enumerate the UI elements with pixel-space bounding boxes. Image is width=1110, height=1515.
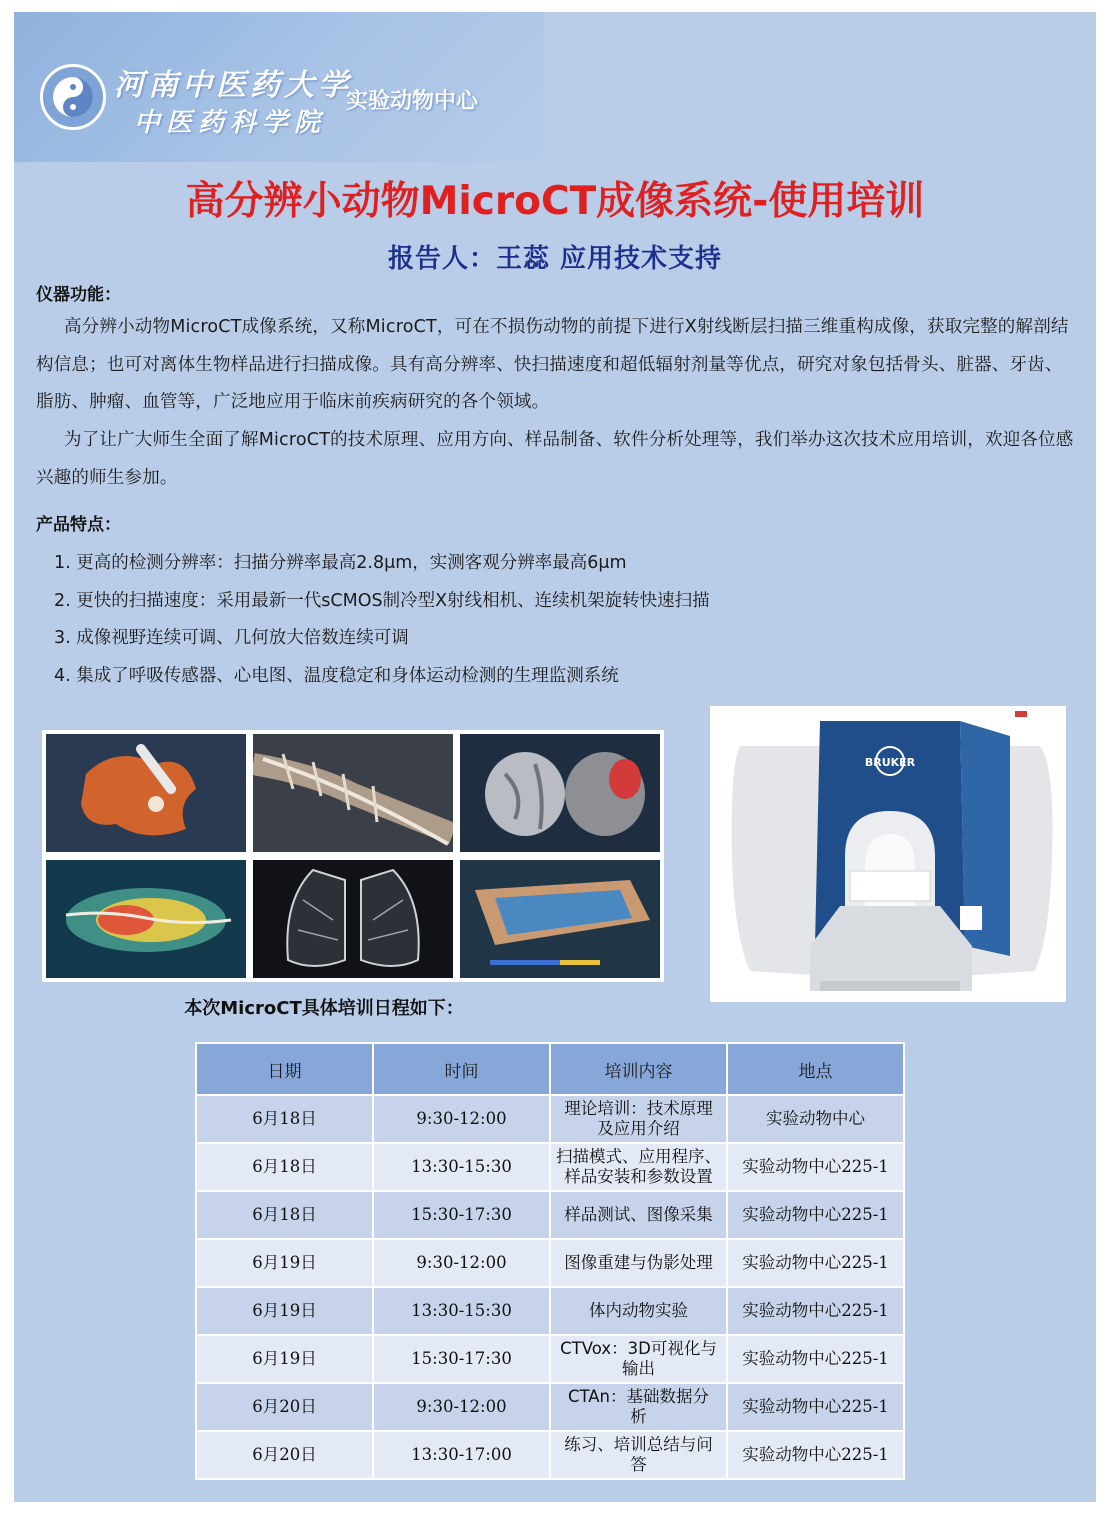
- cell-location: 实验动物中心225-1: [727, 1335, 904, 1383]
- cell-location: 实验动物中心225-1: [727, 1431, 904, 1479]
- cell-content: 样品测试、图像采集: [550, 1191, 727, 1239]
- poster: [14, 12, 1096, 1502]
- cell-content: 扫描模式、应用程序、 样品安装和参数设置: [550, 1143, 727, 1191]
- column-header-content: 培训内容: [550, 1043, 727, 1095]
- cell-time: 13:30-15:30: [373, 1143, 550, 1191]
- table-row: [196, 1095, 904, 1143]
- column-header-time: 时间: [373, 1043, 550, 1095]
- cell-content: 体内动物实验: [550, 1287, 727, 1335]
- table-row: [196, 1191, 904, 1239]
- university-emblem-icon: [40, 64, 106, 130]
- machine-brand-label: BRUKER: [864, 756, 916, 769]
- cell-location: 实验动物中心225-1: [727, 1239, 904, 1287]
- cell-date: 6月20日: [196, 1383, 373, 1431]
- cell-date: 6月18日: [196, 1143, 373, 1191]
- university-name: 河南中医药大学: [114, 68, 352, 103]
- schedule-title: 本次MicroCT具体培训日程如下：: [184, 998, 464, 1019]
- cell-content: 图像重建与伪影处理: [550, 1239, 727, 1287]
- feature-item: 4. 集成了呼吸传感器、心电图、温度稳定和身体运动检测的生理监测系统: [54, 665, 619, 686]
- table-row: [196, 1383, 904, 1431]
- cell-location: 实验动物中心225-1: [727, 1383, 904, 1431]
- functions-heading: 仪器功能：: [36, 285, 121, 305]
- page-title: 高分辨小动物MicroCT成像系统-使用培训: [185, 179, 925, 224]
- cell-location: 实验动物中心225-1: [727, 1191, 904, 1239]
- cell-time: 13:30-17:00: [373, 1431, 550, 1479]
- cell-content: CTVox：3D可视化与 输出: [550, 1335, 727, 1383]
- column-header-location: 地点: [727, 1043, 904, 1095]
- functions-paragraph-1: 高分辨小动物MicroCT成像系统，又称MicroCT，可在不损伤动物的前提下进行X射线断层扫描三维重构成像，获取完整的解剖结构信息；也可对离体生物样品进行扫描成像。具有高分辨率、快扫描速度和超低辐射剂量等优点，研究对象包括骨头、脏器、牙齿、脂肪、肿瘤、血管等，广泛地应用于临床前疾病研究的各个领域。: [36, 317, 1069, 412]
- cell-time: 9:30-12:00: [373, 1095, 550, 1143]
- functions-paragraph-2: 为了让广大师生全面了解MicroCT的技术原理、应用方向、样品制备、软件分析处理等，我们举办这次技术应用培训，欢迎各位感兴趣的师生参加。: [36, 430, 1074, 488]
- cell-time: 15:30-17:30: [373, 1191, 550, 1239]
- ct-image-mouse: [46, 860, 246, 978]
- cell-time: 9:30-12:00: [373, 1383, 550, 1431]
- cell-date: 6月18日: [196, 1095, 373, 1143]
- cell-date: 6月18日: [196, 1191, 373, 1239]
- cell-time: 9:30-12:00: [373, 1239, 550, 1287]
- microct-machine-image: [710, 706, 1066, 1002]
- cell-location: 实验动物中心225-1: [727, 1287, 904, 1335]
- ct-image-heart: [460, 734, 660, 852]
- table-row: [196, 1431, 904, 1479]
- header-banner: [14, 12, 544, 162]
- cell-content: CTAn：基础数据分 析: [550, 1383, 727, 1431]
- table-row: [196, 1143, 904, 1191]
- column-header-date: 日期: [196, 1043, 373, 1095]
- table-header-row: [196, 1043, 904, 1095]
- cell-time: 13:30-15:30: [373, 1287, 550, 1335]
- cell-location: 实验动物中心: [727, 1095, 904, 1143]
- ct-image-skeleton: [253, 734, 453, 852]
- feature-item: 1. 更高的检测分辨率：扫描分辨率最高2.8μm，实测客观分辨率最高6μm: [54, 553, 627, 573]
- cell-date: 6月19日: [196, 1287, 373, 1335]
- table-row: [196, 1335, 904, 1383]
- cell-date: 6月19日: [196, 1239, 373, 1287]
- table-row: [196, 1239, 904, 1287]
- table-row: [196, 1287, 904, 1335]
- ct-image-lung: [253, 860, 453, 978]
- cell-content: 练习、培训总结与问 答: [550, 1431, 727, 1479]
- features-heading: 产品特点：: [36, 515, 121, 535]
- ct-image-bone-density: [460, 860, 660, 978]
- cell-location: 实验动物中心225-1: [727, 1143, 904, 1191]
- cell-date: 6月19日: [196, 1335, 373, 1383]
- ct-image-grid: [42, 730, 664, 982]
- cell-time: 15:30-17:30: [373, 1335, 550, 1383]
- schedule-table: [195, 1042, 905, 1480]
- cell-date: 6月20日: [196, 1431, 373, 1479]
- cell-content: 理论培训：技术原理 及应用介绍: [550, 1095, 727, 1143]
- presenter-line: 报告人：王蕊 应用技术支持: [387, 244, 723, 274]
- feature-item: 2. 更快的扫描速度：采用最新一代sCMOS制冷型X射线相机、连续机架旋转快速扫描: [54, 590, 710, 611]
- feature-item: 3. 成像视野连续可调、几何放大倍数连续可调: [54, 628, 409, 648]
- institute-name: 中医药科学院: [134, 108, 327, 138]
- features-list: [54, 545, 954, 695]
- center-name: 实验动物中心: [346, 89, 479, 114]
- ct-image-bone: [46, 734, 246, 852]
